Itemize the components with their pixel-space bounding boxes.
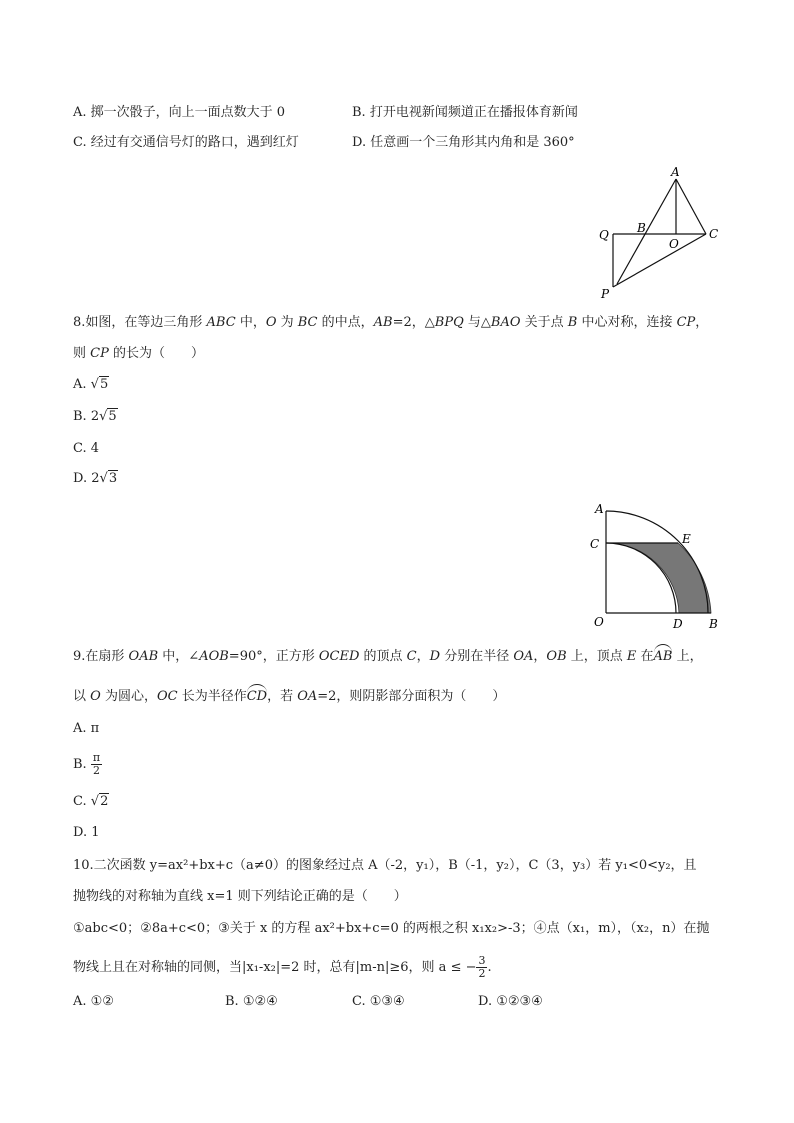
q9-stem-line1: 9.在扇形 OAB 中，∠AOB=90°，正方形 OCED 的顶点 C，D 分别在半径 OA，OB 上，顶点 E 在AB 上，	[73, 644, 703, 666]
q10-option-b: B. ①②④	[225, 994, 278, 1009]
q8-option-a: A. √5	[73, 377, 109, 392]
sqrt-symbol: √2	[90, 794, 109, 809]
q8-line-ac	[676, 179, 706, 234]
arc-ab-symbol: AB	[654, 644, 673, 666]
q9-option-c: C. √2	[73, 794, 109, 809]
q8-label-a: A	[671, 165, 680, 179]
q8-label-q: Q	[599, 228, 609, 242]
q10-option-d: D. ①②③④	[478, 994, 543, 1009]
q9-label-b: B	[709, 617, 718, 631]
q8-line-pc	[613, 234, 706, 287]
q7-option-c: C. 经过有交通信号灯的路口，遇到红灯	[73, 135, 299, 150]
q9-label-d: D	[673, 617, 683, 631]
q9-label-o: O	[594, 615, 604, 629]
q8-label-o: O	[669, 237, 679, 251]
q10-option-c: C. ①③④	[352, 994, 405, 1009]
sqrt-symbol: √5	[99, 409, 117, 424]
sqrt-symbol: √5	[90, 377, 109, 392]
q9-option-b: B. $\frac{\pi}{2}$	[73, 751, 101, 777]
q7-option-b: B. 打开电视新闻频道正在播报体育新闻	[352, 105, 578, 120]
q9-option-a: A. π	[73, 721, 100, 736]
q8-stem-line2: 则 CP 的长为（ ）	[73, 346, 204, 361]
arc-cd-symbol: CD	[247, 684, 267, 706]
q8-label-c: C	[709, 227, 719, 241]
sqrt-symbol: √3	[99, 471, 118, 486]
q9-shaded-region	[606, 543, 711, 613]
q9-stem-line2: 以 O 为圆心，OC 长为半径作CD，若 OA=2，则阴影部分面积为（ ）	[73, 684, 505, 706]
q8-figure	[585, 163, 725, 308]
q9-figure	[585, 498, 725, 634]
q8-option-d: D. 2√3	[73, 471, 118, 486]
fraction: $\frac{\pi}{2}$	[92, 751, 101, 777]
q8-label-p: P	[601, 287, 610, 301]
q9-option-d: D. 1	[73, 825, 100, 840]
q10-option-a: A. ①②	[73, 994, 114, 1009]
fraction: $\frac{3}{2}$	[478, 954, 486, 980]
q9-label-a: A	[595, 502, 604, 516]
q8-label-b: B	[637, 221, 646, 235]
q10-stem-line4: 物线上且在对称轴的同侧，当|x₁-x₂|=2 时，总有|m-n|≥6，则 a ≤ − $\frac{3}{2}$ .	[73, 954, 492, 980]
q7-option-d: D. 任意画一个三角形其内角和是 360°	[352, 135, 575, 150]
q8-option-b: B. 2√5	[73, 409, 117, 424]
q10-stem-line1: 10.二次函数 y=ax²+bx+c（a≠0）的图象经过点 A（-2，y₁），B（-1，y₂），C（3，y₃）若 y₁<0<y₂，且	[73, 858, 697, 873]
q10-stem-line3: ①abc<0；②8a+c<0；③关于 x 的方程 ax²+bx+c=0 的两根之积 x₁x₂>-3；④点（x₁，m），（x₂，n）在抛	[73, 921, 710, 936]
q7-option-a: A. 掷一次骰子，向上一面点数大于 0	[73, 105, 286, 120]
q8-stem-line1: 8.如图，在等边三角形 ABC 中，O 为 BC 的中点，AB=2，△BPQ 与△BAO 关于点 B 中心对称，连接 CP，	[73, 315, 709, 330]
q9-label-e: E	[682, 532, 691, 546]
q9-label-c: C	[590, 537, 600, 551]
q10-stem-line2: 抛物线的对称轴为直线 x=1 则下列结论正确的是（ ）	[73, 889, 407, 904]
q8-option-c: C. 4	[73, 441, 100, 456]
